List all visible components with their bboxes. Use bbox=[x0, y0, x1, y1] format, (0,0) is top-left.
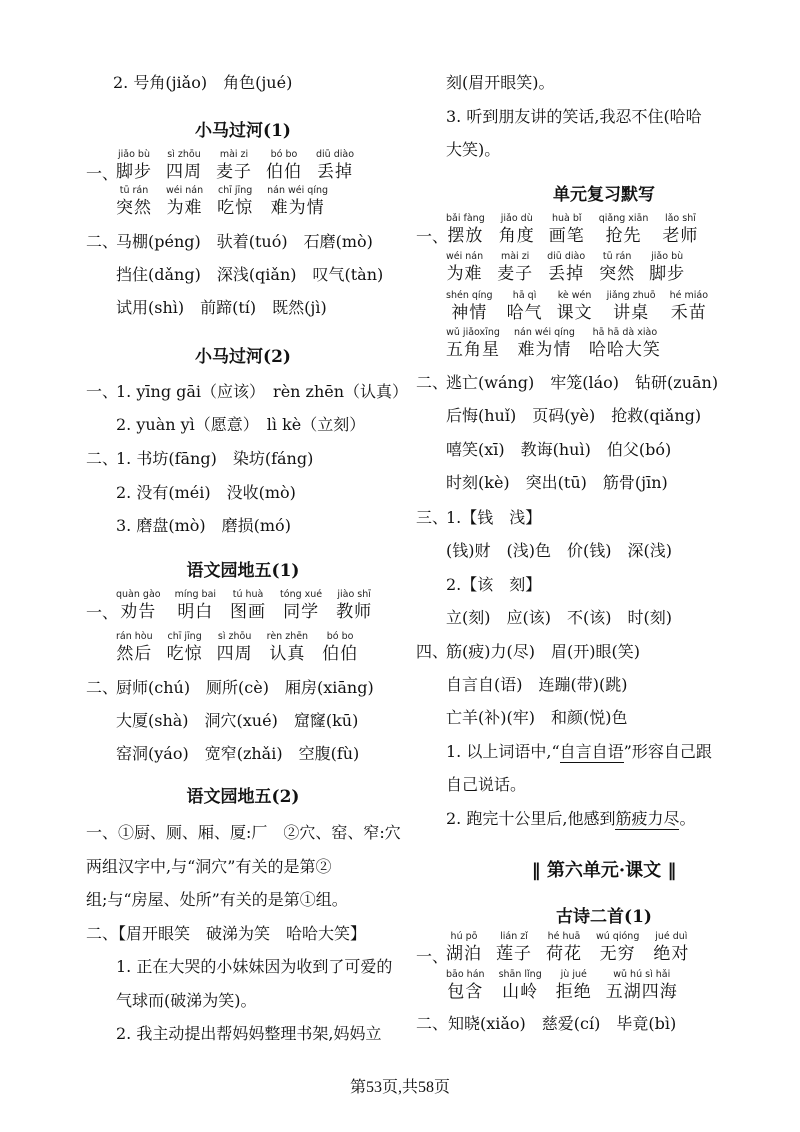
pinyin-word bbox=[606, 969, 678, 1003]
pinyin-word bbox=[166, 149, 202, 183]
answer-line: 1. 书坊(fāng) 染坊(fáng) bbox=[116, 449, 314, 468]
answer-line: 试用(shì) 前蹄(tí) 既然(jì) bbox=[116, 298, 327, 317]
question-label: 四、 bbox=[416, 642, 449, 661]
pinyin-word bbox=[549, 213, 585, 247]
pinyin-word bbox=[496, 931, 532, 965]
pinyin-word bbox=[556, 969, 592, 1003]
pinyin-text: hā qì bbox=[512, 290, 537, 301]
sentence-text: 1. 以上词语中,“ bbox=[446, 742, 560, 761]
pinyin-word bbox=[547, 251, 585, 285]
hanzi-word: 吃惊 bbox=[166, 644, 203, 664]
pinyin-text: míng bai bbox=[174, 589, 217, 600]
pinyin-text: hé huā bbox=[547, 931, 581, 942]
answer-line: 1. 正在大哭的小妹妹因为收到了可爱的 bbox=[116, 957, 393, 976]
pinyin-text: nán wéi qíng bbox=[267, 185, 329, 196]
pinyin-text: tū rán bbox=[602, 251, 632, 262]
answer-line: (钱)财 (浅)色 价(钱) 深(浅) bbox=[446, 541, 672, 560]
pinyin-word-row bbox=[446, 213, 712, 247]
question-label: 二、 bbox=[86, 449, 119, 468]
question-label: 三、 bbox=[416, 508, 449, 527]
pinyin-word-row bbox=[116, 631, 372, 665]
hanzi-word: 课文 bbox=[556, 303, 593, 323]
pinyin-word bbox=[599, 213, 649, 247]
hanzi-word: 然后 bbox=[116, 644, 153, 664]
pinyin-word-row bbox=[446, 251, 699, 285]
answer-line: 后悔(huǐ) 页码(yè) 抢救(qiǎng) bbox=[446, 406, 702, 425]
underlined-answer: 自言自语 bbox=[559, 742, 624, 761]
pinyin-word bbox=[670, 290, 708, 324]
hanzi-word: 图画 bbox=[230, 602, 267, 622]
pinyin-text: qiǎng xiān bbox=[598, 213, 649, 224]
answer-line: 3. 磨盘(mò) 磨损(mó) bbox=[116, 516, 291, 535]
section-title: 单元复习默写 bbox=[553, 185, 655, 205]
hanzi-word: 脚步 bbox=[116, 162, 152, 182]
pinyin-word bbox=[446, 327, 500, 361]
hanzi-word: 认真 bbox=[269, 644, 306, 664]
pinyin-text: tú huà bbox=[232, 589, 264, 600]
pinyin-word bbox=[499, 969, 542, 1003]
pinyin-text: rèn zhēn bbox=[266, 631, 309, 642]
pinyin-word bbox=[280, 589, 322, 623]
hanzi-word: 哈哈大笑 bbox=[588, 340, 661, 360]
answer-line: 1.【钱 浅】 bbox=[446, 508, 542, 527]
pinyin-text: sì zhōu bbox=[217, 631, 252, 642]
question-label: 一、 bbox=[416, 227, 449, 246]
pinyin-word bbox=[446, 969, 485, 1003]
pinyin-word bbox=[649, 251, 685, 285]
pinyin-word bbox=[607, 290, 656, 324]
answer-line: 马棚(péng) 驮着(tuó) 石磨(mò) bbox=[116, 232, 373, 251]
section-title: 语文园地五(1) bbox=[186, 561, 300, 581]
answer-line: 嘻笑(xī) 教诲(huì) 伯父(bó) bbox=[446, 440, 672, 459]
question-label: 二、 bbox=[86, 232, 119, 251]
pinyin-text: jué duì bbox=[655, 931, 688, 942]
pinyin-word bbox=[216, 149, 252, 183]
pinyin-word-row bbox=[446, 969, 692, 1003]
pinyin-word bbox=[116, 631, 153, 665]
pinyin-word bbox=[662, 213, 698, 247]
pinyin-text: hú pō bbox=[450, 931, 478, 942]
pinyin-text: wéi nán bbox=[166, 185, 204, 196]
pinyin-text: chī jīng bbox=[218, 185, 253, 196]
hanzi-word: 荷花 bbox=[546, 944, 582, 964]
pinyin-word bbox=[217, 185, 253, 219]
hanzi-word: 为难 bbox=[166, 198, 203, 218]
pinyin-word bbox=[446, 213, 485, 247]
hanzi-word: 禾苗 bbox=[670, 303, 707, 323]
hanzi-word: 画笔 bbox=[548, 226, 585, 246]
pinyin-word bbox=[266, 149, 302, 183]
pinyin-word-row bbox=[446, 290, 722, 324]
hanzi-word: 伯伯 bbox=[322, 644, 359, 664]
pinyin-text: lǎo shī bbox=[664, 213, 696, 224]
answer-line: 2. yuàn yì（愿意） lì kè（立刻） bbox=[116, 415, 366, 434]
pinyin-text: jiǎng zhuō bbox=[606, 290, 656, 301]
section-title: 小马过河(2) bbox=[195, 347, 291, 367]
pinyin-text: bǎi fàng bbox=[446, 213, 485, 224]
pinyin-word bbox=[322, 631, 358, 665]
pinyin-text: huà bǐ bbox=[551, 213, 582, 224]
hanzi-word: 四周 bbox=[216, 644, 253, 664]
pinyin-text: jù jué bbox=[560, 969, 587, 980]
pinyin-text: tóng xué bbox=[280, 589, 323, 600]
pinyin-word bbox=[116, 589, 161, 623]
question-label: 一、 bbox=[86, 603, 119, 622]
answer-line: 1. yīng gāi（应该） rèn zhēn（认真） bbox=[116, 382, 409, 401]
hanzi-word: 丢掉 bbox=[317, 162, 353, 182]
pinyin-text: hā hā dà xiào bbox=[592, 327, 658, 338]
pinyin-text: jiǎo dù bbox=[500, 213, 533, 224]
pinyin-text: bó bo bbox=[270, 149, 298, 160]
pinyin-word bbox=[267, 631, 308, 665]
pinyin-text: diū diào bbox=[547, 251, 586, 262]
question-label: 一、 bbox=[86, 164, 119, 183]
answer-line: 立(刻) 应(该) 不(该) 时(刻) bbox=[446, 608, 672, 627]
hanzi-word: 无穷 bbox=[599, 944, 636, 964]
pinyin-word-row bbox=[116, 185, 342, 219]
pinyin-text: diū diào bbox=[316, 149, 355, 160]
hanzi-word: 角度 bbox=[498, 226, 535, 246]
hanzi-word: 麦子 bbox=[216, 162, 252, 182]
answer-line: 两组汉字中,与“洞穴”有关的是第② bbox=[86, 857, 332, 876]
pinyin-word bbox=[267, 185, 328, 219]
hanzi-word: 拒绝 bbox=[555, 982, 592, 1002]
sentence-text: 。 bbox=[679, 809, 696, 828]
answer-line: 时刻(kè) 突出(tū) 筋骨(jīn) bbox=[446, 473, 668, 492]
answer-line: 大厦(shà) 洞穴(xué) 窟窿(kū) bbox=[116, 711, 359, 730]
answer-line: 二、【眉开眼笑 破涕为笑 哈哈大笑】 bbox=[86, 924, 367, 943]
answer-line: 二、知晓(xiǎo) 慈爱(cí) 毕竟(bì) bbox=[416, 1014, 677, 1033]
hanzi-word: 哈气 bbox=[506, 303, 543, 323]
pinyin-word bbox=[546, 931, 582, 965]
pinyin-word bbox=[116, 149, 152, 183]
pinyin-text: kè wén bbox=[557, 290, 592, 301]
hanzi-word: 麦子 bbox=[497, 264, 534, 284]
pinyin-text: sì zhōu bbox=[167, 149, 201, 160]
pinyin-text: mài zi bbox=[219, 149, 249, 160]
hanzi-word: 五角星 bbox=[446, 340, 500, 360]
hanzi-word: 神情 bbox=[451, 303, 488, 323]
question-label: 一、 bbox=[416, 947, 449, 966]
pinyin-text: wǔ jiǎoxīng bbox=[446, 327, 500, 338]
pinyin-word bbox=[557, 290, 593, 324]
hanzi-word: 为难 bbox=[446, 264, 483, 284]
hanzi-word: 包含 bbox=[447, 982, 484, 1002]
pinyin-word bbox=[217, 631, 253, 665]
section-title: 古诗二首(1) bbox=[556, 907, 652, 927]
hanzi-word: 劝告 bbox=[120, 602, 157, 622]
answer-line: 组;与“房屋、处所”有关的是第①组。 bbox=[86, 890, 348, 909]
hanzi-word: 莲子 bbox=[496, 944, 532, 964]
page-number: 第53页,共58页 bbox=[349, 1079, 450, 1096]
pinyin-word bbox=[167, 631, 203, 665]
pinyin-word bbox=[316, 149, 354, 183]
question-label: 二、 bbox=[416, 373, 449, 392]
pinyin-text: chī jīng bbox=[167, 631, 202, 642]
hanzi-word: 吃惊 bbox=[217, 198, 254, 218]
pinyin-word bbox=[499, 213, 535, 247]
pinyin-word-row bbox=[446, 327, 675, 361]
pinyin-word bbox=[446, 931, 482, 965]
pinyin-text: wú qióng bbox=[596, 931, 640, 942]
hanzi-word: 湖泊 bbox=[446, 944, 482, 964]
answer-line: 2. 没有(méi) 没收(mò) bbox=[116, 483, 296, 502]
unit-title: ‖ 第六单元·课文 ‖ bbox=[531, 860, 677, 881]
pinyin-text: shān lǐng bbox=[498, 969, 542, 980]
answer-line: 刻(眉开眼笑)。 bbox=[446, 73, 555, 92]
pinyin-word bbox=[230, 589, 266, 623]
pinyin-word bbox=[596, 931, 639, 965]
pinyin-word bbox=[589, 327, 661, 361]
pinyin-word bbox=[653, 931, 689, 965]
underlined-answer: 筋疲力尽 bbox=[615, 809, 680, 828]
pinyin-word bbox=[336, 589, 372, 623]
answer-line: 自言自(语) 连蹦(带)(跳) bbox=[446, 675, 628, 694]
pinyin-word bbox=[175, 589, 216, 623]
sentence-text: 2. 跑完十公里后,他感到 bbox=[446, 809, 616, 828]
pinyin-text: jiǎo bù bbox=[118, 149, 150, 160]
hanzi-word: 讲桌 bbox=[613, 303, 650, 323]
pinyin-word bbox=[446, 251, 483, 285]
pinyin-word bbox=[497, 251, 533, 285]
pinyin-text: shén qíng bbox=[446, 290, 493, 301]
pinyin-word bbox=[599, 251, 635, 285]
hanzi-word: 明白 bbox=[177, 602, 214, 622]
pinyin-word bbox=[446, 290, 493, 324]
answer-line: 3. 听到朋友讲的笑话,我忍不住(哈哈 bbox=[446, 107, 702, 126]
hanzi-word: 教师 bbox=[336, 602, 373, 622]
answer-line: 挡住(dǎng) 深浅(qiǎn) 叹气(tàn) bbox=[116, 265, 384, 284]
section-title: 语文园地五(2) bbox=[186, 787, 300, 807]
pinyin-text: quàn gào bbox=[116, 589, 161, 600]
pinyin-text: rán hòu bbox=[116, 631, 153, 642]
pinyin-text: wéi nán bbox=[446, 251, 484, 262]
pinyin-text: bāo hán bbox=[446, 969, 485, 980]
pinyin-word-row bbox=[116, 149, 368, 183]
answer-line: 自己说话。 bbox=[446, 775, 527, 794]
answer-line: 2. 我主动提出帮妈妈整理书架,妈妈立 bbox=[116, 1024, 382, 1043]
pinyin-text: tū rán bbox=[119, 185, 149, 196]
hanzi-word: 脚步 bbox=[649, 264, 686, 284]
hanzi-word: 摆放 bbox=[447, 226, 484, 246]
pinyin-word bbox=[116, 185, 152, 219]
sentence-text: ”形容自己跟 bbox=[623, 742, 712, 761]
hanzi-word: 突然 bbox=[599, 264, 636, 284]
pinyin-text: nán wéi qíng bbox=[514, 327, 575, 338]
pinyin-text: wǔ hú sì hǎi bbox=[613, 969, 671, 980]
section-title: 小马过河(1) bbox=[195, 121, 291, 141]
pinyin-word bbox=[507, 290, 543, 324]
hanzi-word: 突然 bbox=[116, 198, 152, 218]
hanzi-word: 绝对 bbox=[653, 944, 690, 964]
pinyin-text: jiào shī bbox=[337, 589, 371, 600]
pinyin-word-row bbox=[116, 589, 386, 623]
pinyin-text: hé miáo bbox=[669, 290, 709, 301]
answer-line bbox=[446, 741, 712, 763]
answer-line: 一、①厨、厕、厢、厦:厂 ②穴、窑、窄:穴 bbox=[86, 823, 401, 842]
hanzi-word: 山岭 bbox=[502, 982, 539, 1002]
question-label: 一、 bbox=[86, 382, 119, 401]
answer-line: 厨师(chú) 厕所(cè) 厢房(xiāng) bbox=[116, 678, 374, 697]
answer-line: 2.【该 刻】 bbox=[446, 575, 542, 594]
pinyin-text: lián zǐ bbox=[500, 931, 528, 942]
answer-line bbox=[446, 808, 695, 830]
hanzi-word: 五湖四海 bbox=[605, 982, 678, 1002]
question-label: 二、 bbox=[86, 678, 119, 697]
hanzi-word: 丢掉 bbox=[548, 264, 585, 284]
answer-line: 2. 号角(jiǎo) 角色(jué) bbox=[113, 73, 293, 92]
answer-line: 窑洞(yáo) 宽窄(zhǎi) 空腹(fù) bbox=[116, 744, 360, 763]
pinyin-text: mài zi bbox=[500, 251, 530, 262]
pinyin-word bbox=[166, 185, 203, 219]
hanzi-word: 四周 bbox=[166, 162, 202, 182]
pinyin-word-row bbox=[446, 931, 703, 965]
hanzi-word: 难为情 bbox=[517, 340, 572, 360]
hanzi-word: 抢先 bbox=[605, 226, 642, 246]
pinyin-text: jiǎo bù bbox=[651, 251, 684, 262]
answer-line: 亡羊(补)(牢) 和颜(悦)色 bbox=[446, 708, 628, 727]
hanzi-word: 同学 bbox=[283, 602, 320, 622]
pinyin-word bbox=[514, 327, 575, 361]
answer-line: 逃亡(wáng) 牢笼(láo) 钻研(zuān) bbox=[446, 373, 719, 392]
answer-line: 大笑)。 bbox=[446, 140, 501, 159]
hanzi-word: 伯伯 bbox=[266, 162, 302, 182]
hanzi-word: 老师 bbox=[662, 226, 699, 246]
hanzi-word: 难为情 bbox=[270, 198, 325, 218]
answer-line: 气球而(破涕为笑)。 bbox=[116, 991, 257, 1010]
pinyin-text: bó bo bbox=[326, 631, 354, 642]
answer-line: 筋(疲)力(尽) 眉(开)眼(笑) bbox=[446, 642, 640, 661]
